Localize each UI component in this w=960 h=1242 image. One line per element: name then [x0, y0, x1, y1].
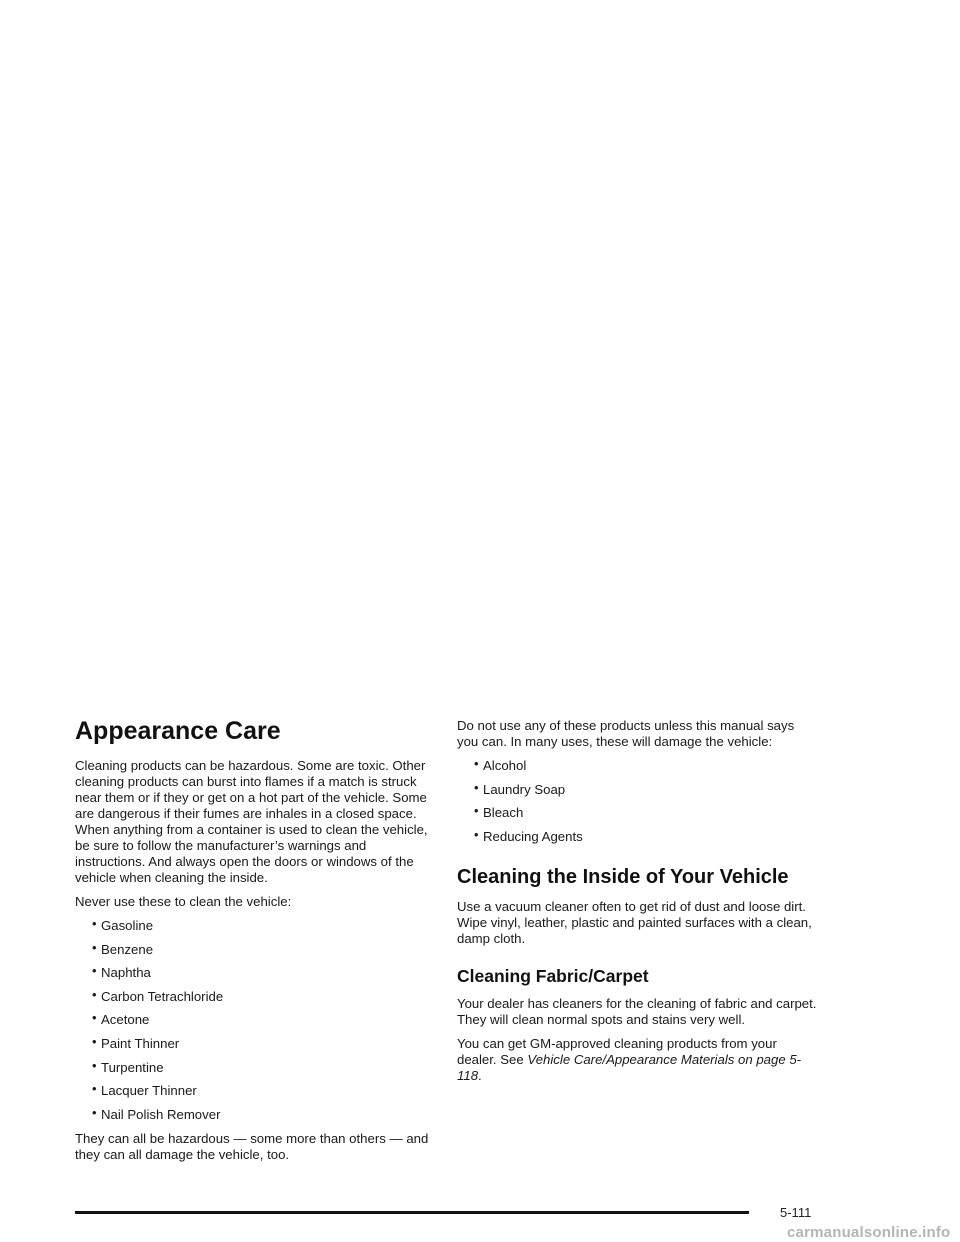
list-item: • Naphtha: [92, 963, 151, 981]
never-use-label: Never use these to clean the vehicle:: [75, 894, 292, 909]
do-not-use-paragraph: Do not use any of these products unless this manual says you can. In many uses, these will damage the vehicle:: [457, 718, 795, 749]
fabric-carpet-paragraph: Your dealer has cleaners for the cleaning of fabric and carpet. They will clean normal spots and stains very well.: [457, 995, 817, 1027]
list-item: • Acetone: [92, 1010, 150, 1028]
subsection-title-fabric-carpet: Cleaning Fabric/Carpet: [457, 965, 649, 986]
section-title-cleaning-inside: Cleaning the Inside of Your Vehicle: [457, 865, 789, 888]
bullet-icon: •: [92, 1057, 97, 1073]
page-number: 5-111: [780, 1205, 812, 1220]
footer-rule: [75, 1211, 749, 1214]
list-item: • Reducing Agents: [474, 826, 583, 844]
bullet-icon: •: [92, 963, 97, 979]
bullet-icon: •: [474, 803, 479, 819]
watermark: carmanualsonline.info: [787, 1224, 951, 1241]
bullet-icon: •: [92, 916, 97, 931]
bullet-icon: •: [92, 1010, 97, 1026]
outro-paragraph: They can all be hazardous — some more than others — and they can all damage the vehicle, too.: [75, 1130, 429, 1162]
bullet-icon: •: [92, 939, 97, 955]
cleaning-inside-paragraph: Use a vacuum cleaner often to get rid of dust and loose dirt. Wipe vinyl, leather, plastic and painted surfaces with a clean, damp cloth.: [457, 898, 812, 946]
list-item: • Carbon Tetrachloride: [92, 986, 224, 1004]
cross-reference-link[interactable]: Vehicle Care/Appearance Materials on page 5-118: [457, 1051, 802, 1083]
bullet-icon: •: [474, 756, 479, 771]
bullet-icon: •: [474, 826, 479, 842]
gm-products-paragraph: You can get GM-approved cleaning products from your dealer. See Vehicle Care/Appearance Materials on page 5-118.: [457, 1035, 802, 1083]
section-title-appearance-care: Appearance Care: [75, 717, 281, 745]
bullet-icon: •: [92, 1033, 97, 1049]
damage-list: [457, 758, 817, 845]
list-item: • Nail Polish Remover: [92, 1104, 221, 1122]
bullet-icon: •: [92, 1081, 97, 1097]
bullet-icon: •: [92, 1104, 97, 1120]
list-item: • Laundry Soap: [474, 779, 566, 797]
list-item: • Benzene: [92, 939, 154, 957]
hazard-list: [75, 918, 437, 1123]
bullet-icon: •: [474, 779, 479, 795]
list-item: • Alcohol: [474, 756, 527, 773]
list-item: • Turpentine: [92, 1057, 164, 1075]
intro-paragraph: Cleaning products can be hazardous. Some are toxic. Other cleaning products can burst into flames if a match is struck near them or if they or get on a hot part of the vehicle. Some are dangerous if their fumes are inhales in a closed space. When anything from a container is used to clean the vehicle, be sure to follow the manufacturer’s warnings and instructions. And always open the doors or windows of the vehicle when cleaning the inside.: [75, 758, 428, 885]
right-column: [457, 718, 817, 1092]
left-column: [75, 716, 437, 1171]
list-item: • Paint Thinner: [92, 1033, 180, 1051]
list-item: • Gasoline: [92, 916, 154, 933]
list-item: • Bleach: [474, 803, 524, 821]
bullet-icon: •: [92, 986, 97, 1002]
list-item: • Lacquer Thinner: [92, 1081, 197, 1099]
